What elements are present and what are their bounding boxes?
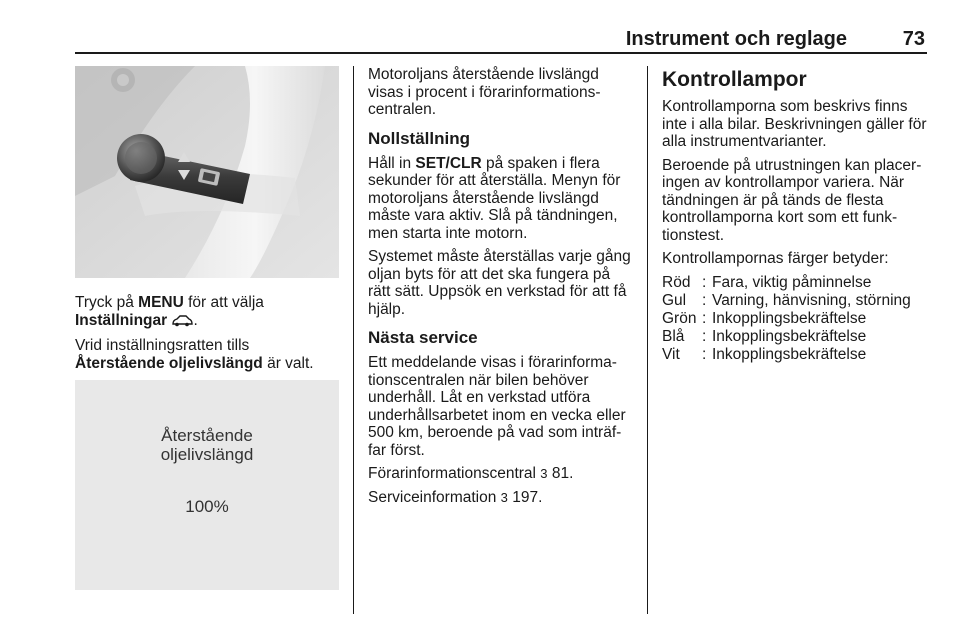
header-rule [75,52,927,54]
reference-arrow-icon: 3 [540,466,548,481]
reset-paragraph-1: Håll in SET/CLR på spaken i flera sekunder för att återställa. Menyn för motoroljans återstående livslängd måste vara aktiv. Slå på tändningen, men starta inte motorn. [368,154,621,242]
header-title: Instrument och reglage [625,28,847,50]
reference-service-info: Serviceinformation 3 197. [368,488,543,506]
warning-lights-intro: Kontrollamporna som beskrivs finns inte i alla bilar. Beskrivningen gäller för alla instrumentvarianter. [662,98,927,150]
reference-arrow-icon: 3 [500,489,508,505]
table-row: Röd : Fara, viktig påminnelse [662,273,872,291]
page-header [75,28,927,50]
column-divider-right [647,66,648,614]
display-title: Återstående oljelivslängd [160,426,254,464]
table-row: Vit : Inkopplingsbekräftelse [662,345,867,363]
section-heading: Kontrollampor [662,68,807,91]
colors-lead: Kontrollampornas färger betyder: [662,250,889,267]
reference-driver-info: Förarinformationscentral 3 81. [368,465,574,482]
table-row: Grön : Inkopplingsbekräftelse [662,309,867,327]
middle-column [368,66,634,512]
info-display-screen [75,380,339,590]
right-column [662,66,928,364]
next-service-paragraph: Ett meddelande visas i förarinforma-tionscentralen när bilen behöver underhåll. Låt en verkstad utföra underhållsarbetet inom en vecka eller 500 km, beroende på vad som inträf-far först. [368,354,626,459]
page-number: 73 [902,28,925,50]
table-row: Blå : Inkopplingsbekräftelse [662,327,867,345]
column-divider-left [353,66,354,614]
oil-life-intro: Motoroljans återstående livslängd visas i procent i förarinformations-centralen. [368,66,601,118]
next-service-heading: Nästa service [368,328,478,347]
warning-lights-placement: Beroende på utrustningen kan placer-ingen av kontrollampor variera. När tändningen är på tänds de flesta kontrollamporna kort som ett funk-tionstest. [662,156,922,244]
table-row: Gul : Varning, hänvisning, störning [662,291,911,309]
menu-instruction: Tryck på MENU för att välja Inställningar . [75,294,339,331]
color-meaning-table [662,274,928,364]
reset-paragraph-2: Systemet måste återställas varje gång oljan byts för att det ska fungera på rätt sätt. Uppsök en verkstad för att få hjälp. [368,248,631,318]
oil-life-value: 100% [185,497,229,516]
car-symbol-icon [171,314,193,332]
reset-heading: Nollställning [368,128,470,148]
rotate-instruction: Vrid inställningsratten tills Återstående oljelivslängd är valt. [75,337,314,372]
stalk-control-photo [75,66,339,278]
